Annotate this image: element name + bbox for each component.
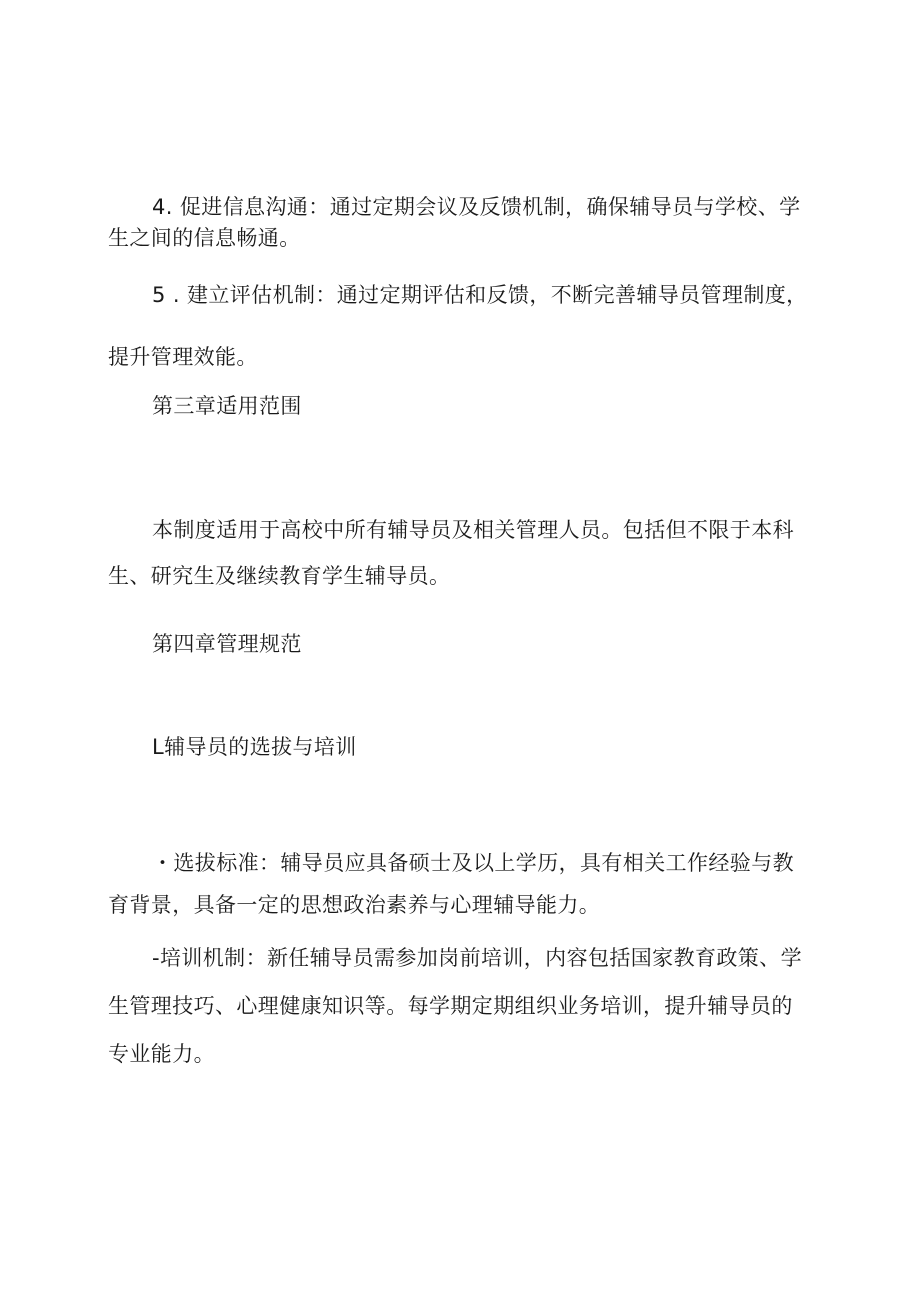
paragraph-item-5: 5 . 建立评估机制：通过定期评估和反馈，不断完善辅导员管理制度，提升管理效能。 [108, 283, 808, 369]
selection-standard-paragraph: ・选拔标准：辅导员应具备硕士及以上学历，具有相关工作经验与教育背景，具备一定的思想政治素养与心理辅导能力。 [108, 851, 794, 917]
training-mechanism-paragraph: -培训机制：新任辅导员需参加岗前培训，内容包括国家教育政策、学生管理技巧、心理健康知识等。每学期定期组织业务培训，提升辅导员的专业能力。 [108, 946, 802, 1066]
section-1-heading: L辅导员的选拔与培训 [152, 735, 357, 759]
chapter-3-heading: 第三章适用范围 [152, 394, 302, 418]
chapter-4-heading: 第四章管理规范 [152, 632, 302, 656]
paragraph-item-4: 4. 促进信息沟通：通过定期会议及反馈机制，确保辅导员与学校、学生之间的信息畅通。 [108, 195, 801, 250]
chapter-3-body: 本制度适用于高校中所有辅导员及相关管理人员。包括但不限于本科生、研究生及继续教育学生辅导员。 [108, 518, 794, 588]
